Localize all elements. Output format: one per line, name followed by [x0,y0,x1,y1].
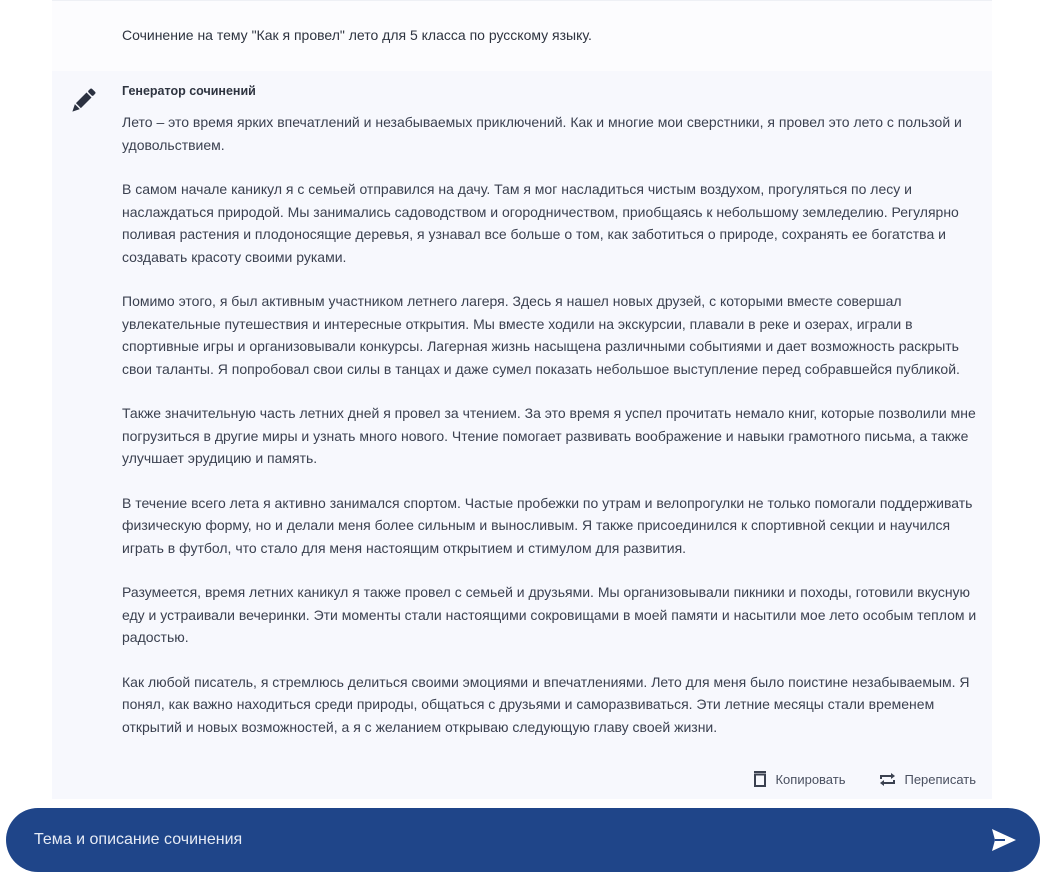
user-message [52,0,992,71]
user-message-text: Сочинение на тему "Как я провел" лето для 5 класса по русскому языку. [122,27,592,43]
rewrite-button[interactable] [879,772,976,787]
essay-topic-input[interactable] [34,808,934,872]
copy-label: Копировать [775,771,846,787]
pencil-icon [68,85,98,117]
copy-button[interactable] [753,771,845,787]
composer-bar [6,808,1040,872]
bot-author-name: Генератор сочинений [122,84,256,98]
essay-paragraph: Помимо этого, я был активным участником летнего лагеря. Здесь я нашел новых друзей, с которыми вместе совершал увлекательные путешествия и интересные открытия. Мы вместе ходили на экскурсии, плавали в реке и озерах, играли в спортивные игры и организовывали конкурсы. Лагерная жизнь насыщена различными событиями и дает возможность раскрыть свои таланты. Я попробовал свои силы в танцах и даже сумел показать небольшое выступление перед собравшейся публикой. [122,293,960,377]
send-icon[interactable] [990,826,1018,854]
essay-text [122,111,982,760]
repeat-icon [879,772,896,787]
essay-paragraph: В течение всего лета я активно занимался спортом. Частые пробежки по утрам и велопрогулки не только помогали поддерживать физическую форму, но и делали меня более сильным и выносливым. Я также присоединился к спортивной секции и научился играть в футбол, что стало для меня настоящим открытием и стимулом для развития. [122,494,973,556]
bot-message [52,71,992,799]
essay-paragraph: Также значительную часть летних дней я провел за чтением. За это время я успел прочитать немало книг, которые позволили мне погрузиться в другие миры и узнать много нового. Чтение помогает развивать воображение и навыки грамотного письма, а также улучшает эрудицию и память. [122,405,976,466]
essay-paragraph: В самом начале каникул я с семьей отправился на дачу. Там я мог насладиться чистым воздухом, прогуляться по лесу и наслаждаться природой. Мы занимались садоводством и огородничеством, приобщаясь к небольшому земледелию. Регулярно поливая растения и плодоносящие деревья, я узнавал все больше о том, как заботиться о природе, сохранять ее богатства и создавать красоту своими руками. [122,181,959,265]
copy-icon [753,771,767,787]
message-actions [753,771,976,787]
essay-paragraph: Как любой писатель, я стремлюсь делиться своими эмоциями и впечатлениями. Лето для меня было поистине незабываемым. Я понял, как важно находиться среди природы, общаться с друзьями и саморазвиваться. Эти летние месяцы стали временем открытий и новых возможностей, а я с желанием открываю следующую главу своей жизни. [122,673,970,735]
essay-paragraph: Лето – это время ярких впечатлений и незабываемых приключений. Как и многие мои сверстники, я провел это лето с пользой и удовольствием. [122,114,962,153]
essay-paragraph: Разумеется, время летних каникул я также провел с семьей и друзьями. Мы организовывали пикники и походы, готовили вкусную еду и устраивали вечеринки. Эти моменты стали настоящими сокровищами в моей памяти и насытили мое лето особым теплом и радостью. [122,584,977,645]
rewrite-label: Переписать [904,771,976,787]
